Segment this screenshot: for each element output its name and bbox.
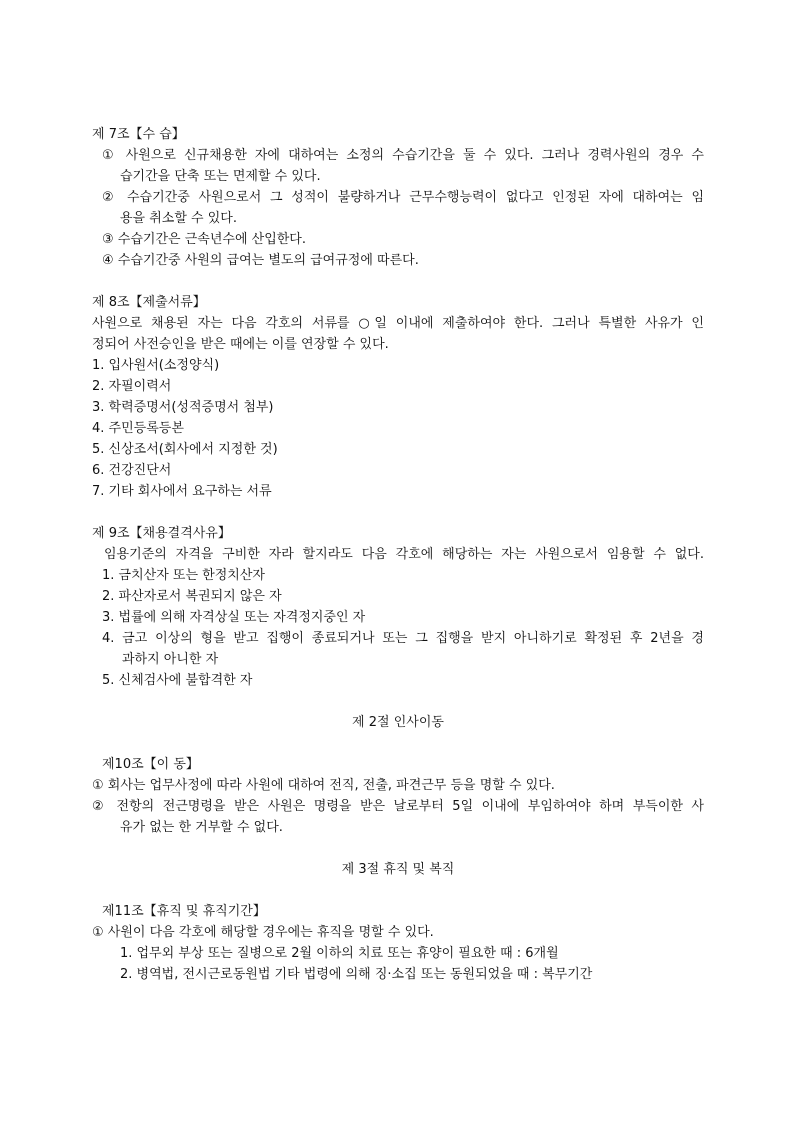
list-item: 6. 건강진단서 [92,463,172,478]
list-item: 1. 입사원서(소정양식) [92,358,220,373]
article-10-heading: 제10조【이 동】 [102,757,199,772]
article-9-intro: 임용기준의 자격을 구비한 자라 할지라도 다음 각호에 해당하는 자는 사원으로서 임용할 수 없다. [104,547,704,562]
article-7-heading: 제 7조【수 습】 [92,127,185,142]
article-10-para-2-line-1: ② 전항의 전근명령을 받은 사원은 명령을 받은 날로부터 5일 이내에 부임하여야 하며 부득이한 사 [92,799,704,814]
article-7-para-4: ④ 수습기간중 사원의 급여는 별도의 급여규정에 따른다. [102,253,419,268]
article-7-para-2-line-2: 용을 취소할 수 있다. [120,211,237,226]
article-7-para-1-line-1: ① 사원으로 신규채용한 자에 대하여는 소정의 수습기간을 둘 수 있다. 그러나 경력사원의 경우 수 [102,148,704,163]
list-item: 7. 기타 회사에서 요구하는 서류 [92,484,272,499]
list-item: 4. 금고 이상의 형을 받고 집행이 종료되거나 또는 그 집행을 받지 아니하기로 확정된 후 2년을 경 [102,631,704,646]
article-9 [92,523,704,691]
article-11-heading: 제11조【휴직 및 휴직기간】 [102,904,266,919]
list-item: 5. 신상조서(회사에서 지정한 것) [92,442,278,457]
list-item: 5. 신체검사에 불합격한 자 [102,673,253,688]
list-item: 2. 자필이력서 [92,379,172,394]
article-10 [92,754,704,838]
article-10-para-2-line-2: 유가 없는 한 거부할 수 없다. [120,820,283,835]
section-3-title: 제 3절 휴직 및 복직 [341,862,455,877]
article-8-heading: 제 8조【제출서류】 [92,295,206,310]
article-11 [92,901,704,985]
list-item: 1. 업무외 부상 또는 질병으로 2월 이하의 치료 또는 휴양이 필요한 때 : 6개월 [120,946,559,961]
article-8-intro-line-2: 정되어 사전승인을 받은 때에는 이를 연장할 수 있다. [92,337,389,352]
article-8 [92,292,704,502]
spacer [92,271,704,292]
article-11-para-1: ① 사원이 다음 각호에 해당할 경우에는 휴직을 명할 수 있다. [92,925,434,940]
spacer [92,502,704,523]
list-item: 4. 주민등록등본 [92,421,184,436]
spacer [92,880,704,901]
list-item: 3. 법률에 의해 자격상실 또는 자격정지중인 자 [102,610,366,625]
list-item-continuation: 과하지 아니한 자 [122,652,219,667]
article-7-para-1-line-2: 습기간을 단축 또는 면제할 수 있다. [120,169,321,184]
list-item: 3. 학력증명서(성적증명서 첨부) [92,400,274,415]
document-page [92,124,704,985]
article-7-para-2-line-1: ② 수습기간중 사원으로서 그 성적이 불량하거나 근무수행능력이 없다고 인정된 자에 대하여는 임 [102,190,704,205]
spacer [92,838,704,859]
article-10-para-1: ① 회사는 업무사정에 따라 사원에 대하여 전직, 전출, 파견근무 등을 명할 수 있다. [92,778,555,793]
spacer [92,733,704,754]
list-item: 2. 병역법, 전시근로동원법 기타 법령에 의해 징·소집 또는 동원되었을 때 : 복무기간 [120,967,593,982]
list-item: 1. 금치산자 또는 한정치산자 [102,568,265,583]
article-8-intro-line-1: 사원으로 채용된 자는 다음 각호의 서류를 ○일 이내에 제출하여야 한다. 그러나 특별한 사유가 인 [92,316,704,331]
spacer [92,691,704,712]
article-9-heading: 제 9조【채용결격사유】 [92,526,231,541]
article-7-para-3: ③ 수습기간은 근속년수에 산입한다. [102,232,306,247]
list-item: 2. 파산자로서 복권되지 않은 자 [102,589,282,604]
article-7 [92,124,704,271]
section-2-title: 제 2절 인사이동 [352,715,444,730]
